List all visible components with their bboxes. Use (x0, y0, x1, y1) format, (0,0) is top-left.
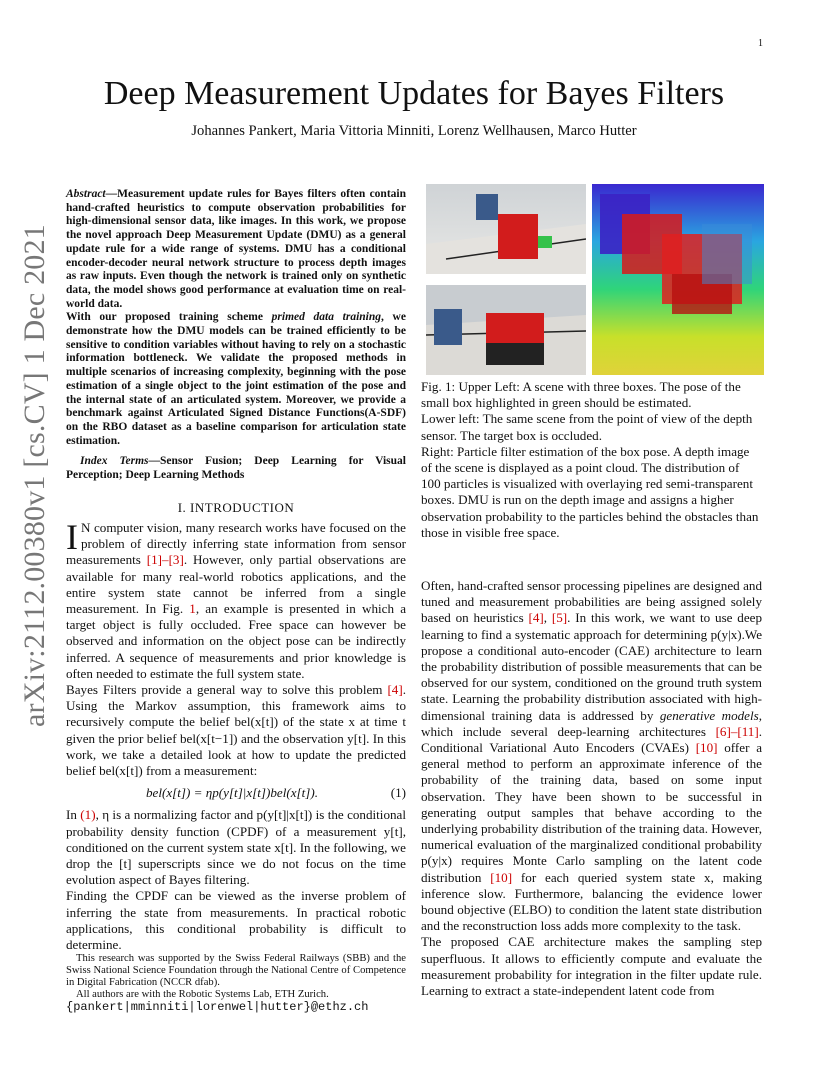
right-p1-start: Often, hand-crafted sensor processing pipelines are designed and tuned and measurement probabilities are being assigned solely based on heuristics (421, 578, 762, 626)
abstract-para-2a: With our proposed training scheme (66, 311, 272, 324)
caption-line-3: Right: Particle filter estimation of the box pose. A depth image of the scene is displayed as a point cloud. The distribution of 100 particles is visualized with overlaying red semi-transparent boxes. DMU is run on the depth image and assigns a higher observation probability to the particles behind the obstacles than those in visible free space. (421, 443, 759, 540)
author-list: Johannes Pankert, Maria Vittoria Minniti, Lorenz Wellhausen, Marco Hutter (191, 123, 637, 139)
caption-line-1: Upper Left: A scene with three boxes. The pose of the small box highlighted in green should be estimated. (421, 379, 741, 411)
equation-body: bel(x[t]) = ηp(y[t]|x[t])bel(x[t]). (146, 785, 319, 801)
citation-link[interactable]: [10] (695, 740, 718, 756)
citation-link[interactable]: [5] (551, 610, 568, 626)
footnote-emails: {pankert|mminniti|lorenwel|hutter}@ethz.ch (66, 1000, 369, 1014)
right-p1-mid3: . Conditional Variational Auto Encoders (CVAEs) (421, 723, 762, 756)
intro-p2-start: Bayes Filters provide a general way to solve this problem (66, 682, 388, 698)
arxiv-stamp: arXiv:2112.00380v1 [cs.CV] 1 Dec 2021 (18, 224, 51, 727)
citation-link[interactable]: [10] (490, 869, 513, 885)
abstract-para-1: —Measurement update rules for Bayes filters often contain hand-crafted heuristics to compute observation probabilities for high-dimensional sensor data, like images. In this work, we propose the novel approach Deep Measurement Update (DMU) as a general update rule for a wide range of systems. DMU has a conditional encoder-decoder neural network structure to process depth images as raw inputs. Even though the network is trained only on synthetic data, the model shows good performance at evaluation time on real-world data. (66, 188, 406, 310)
intro-p3-end: , η is a normalizing factor and p(y[t]|x[t]) is the conditional probability density function (CPDF) of a measurement y[t], conditioned on the current system state x[t]. In the following, we drop the [t] superscripts since we do not focus on the time evolution aspect of Bayes filtering. (66, 807, 406, 888)
abstract-para-2b: , we demonstrate how the DMU models can be trained efficiently to be sensitive to condition variables without having to rely on a stochastic information bottleneck. We validate the proposed methods in multiple scenarios of increasing complexity, beginning with the pose estimation of a single object to the joint estimation of the pose and the internal state of an articulated system. Moreover, we provide a benchmark against Articulated Signed Distance Functions(A-SDF) on the RBO dataset as a baseline comparison for articulation state estimation. (66, 311, 406, 447)
point-cloud-render (592, 184, 764, 375)
intro-p4: Finding the CPDF can be viewed as the inverse problem of inferring the state from measurements. In practical robotic applications, this conditional probability is difficult to determine. (66, 888, 406, 953)
figure-label: Fig. 1: (421, 379, 459, 394)
index-terms-label: Index Terms (80, 455, 149, 467)
equation-link[interactable]: (1) (80, 807, 96, 823)
page-number: 1 (758, 38, 763, 49)
intro-p1-start: N computer vision, many research works have focused on the problem of directly inferring state information from sensor measurements (66, 520, 406, 568)
intro-p3-start: In (66, 807, 81, 823)
green-target-box (538, 236, 552, 248)
footnote-affiliation: All authors are with the Robotic Systems Lab, ETH Zurich. (76, 989, 329, 1000)
citation-separator: , (543, 610, 552, 626)
right-p1-mid2: , which include several deep-learning architectures (421, 707, 762, 739)
right-p1-mid: . In this work, we want to use deep learning to find a systematic approach for determining p(y|x).We propose a conditional auto-encoder (CAE) architecture to learn the probability distribution of possible measurements that can be observed for our system, conditioned on the ground truth system state. Learning the probability distribution associated with high-dimensional training data is addressed by (421, 610, 762, 723)
right-column-body (421, 578, 762, 999)
right-p2: The proposed CAE architecture makes the sampling step superfluous. It allows to efficiently compute and evaluate the measurement probability for integration in the filter update rule. Learning to extract a state-independent latent code from (421, 934, 762, 999)
citation-link[interactable]: [6]–[11] (715, 723, 759, 739)
scene-photo-top (426, 184, 586, 274)
abstract (66, 188, 406, 448)
blue-box (476, 194, 498, 220)
citation-link[interactable]: [4] (528, 610, 544, 626)
equation-number: (1) (390, 785, 406, 801)
caption-line-2: Lower left: The same scene from the point of view of the depth sensor. The target box is occluded. (421, 411, 753, 443)
introduction-body (66, 517, 407, 953)
paper-title: Deep Measurement Updates for Bayes Filters (103, 75, 725, 112)
footnote (66, 953, 406, 1013)
red-box (498, 214, 538, 259)
footnote-funding: This research was supported by the Swiss Federal Railways (SBB) and the Swiss National Science Foundation through the National Centre of Competence in Digital Fabrication (NCCR dfab). (66, 953, 406, 988)
right-p1-end: for each queried system state x, making inference slow. Furthermore, balancing the evidence lower bound objective (ELBO) to condition the latent state distribution and the reconstruction loss adds more complexity to the task. (421, 869, 762, 934)
right-p1-emphasis: generative models (659, 707, 759, 723)
section-heading: I. INTRODUCTION (177, 500, 295, 515)
equation-1 (66, 785, 406, 801)
right-p1-mid4: offer a general method to perform an approximate inference of the probability of the training data, based on some input observation. They have been shown to be successful in generating output samples that behave according to the underlying probability distribution of the training data. However, numerical evaluation of the marginalized conditional probability p(y|x) requires Monte Carlo sampling on the latent code distribution (421, 740, 763, 885)
drop-cap: I (66, 517, 78, 557)
intro-p2-end: . Using the Markov assumption, this framework aims to recursively compute the belief bel(x[t]) of the state x at time t given the prior belief bel(x[t−1]) and the observation y[t]. In this work, we take a detailed look at how to update the predicted belief bel(x[t]) from a measurement: (66, 682, 406, 779)
citation-link[interactable]: [1]–[3] (146, 552, 184, 568)
citation-link[interactable]: [4] (387, 682, 403, 698)
figure-link[interactable]: 1 (189, 601, 196, 617)
index-terms (66, 455, 406, 482)
abstract-label: Abstract (66, 188, 106, 200)
abstract-emphasis: primed data training (271, 311, 382, 324)
index-terms-text: —Sensor Fusion; Deep Learning for Visual Perception; Deep Learning Methods (66, 455, 406, 481)
intro-p1-mid: . However, only partial observations are available for many real-world robotics applications, and the entire system state cannot be inferred from a single measurement. In Fig. (66, 552, 406, 617)
figure-caption (421, 379, 762, 541)
intro-p1-end: , an example is presented in which a target object is fully occluded. Free space can however be observed and information on the object pose can be indirectly inferred. A sequence of measurements and prior knowledge is often needed to estimate the full system state. (66, 601, 407, 681)
depth-view-photo (426, 285, 586, 375)
